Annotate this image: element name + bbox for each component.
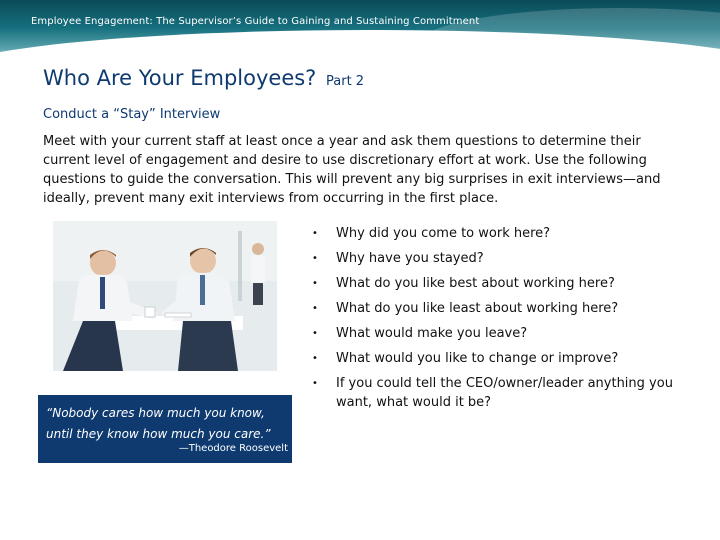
intro-paragraph: Meet with your current staff at least once a year and ask them questions to determine their current level of engagement and desire to use discretionary effort at work. Use the following questions to guide the conversation. This will prevent any big surprises in exit interviews—and ideally, prevent many exit interviews from occurring in the first place. [43,134,661,206]
bullet-icon: • [312,278,318,289]
bullet-icon: • [312,353,318,364]
page-title-text: Who Are Your Employees? [43,66,317,90]
list-item [312,224,692,243]
bullet-icon: • [312,228,318,239]
list-item [312,274,692,293]
list-item [312,349,692,368]
header-band [0,0,720,70]
page-title-part: Part 2 [326,74,365,89]
bullet-icon: • [312,378,318,389]
quote-text: “Nobody cares how much you know, until they know how much you care.” [46,406,271,441]
question-text: Why have you stayed? [336,251,484,266]
bullet-icon: • [312,253,318,264]
question-text: What do you like best about working here? [336,276,615,291]
question-text: What do you like least about working here? [336,301,619,316]
question-text: Why did you come to work here? [336,226,551,241]
list-item [312,299,692,318]
bullet-icon: • [312,328,318,339]
interview-illustration [53,221,277,371]
list-item [312,374,692,412]
quote-attribution: —Theodore Roosevelt [178,443,288,454]
list-item [312,324,692,343]
bullet-icon: • [312,303,318,314]
page-title [43,66,364,90]
question-list [312,224,692,418]
question-text: If you could tell the CEO/owner/leader anything you want, what would it be? [336,376,673,410]
quote-box [38,395,292,463]
question-text: What would make you leave? [336,326,528,341]
question-text: What would you like to change or improve? [336,351,619,366]
section-heading: Conduct a “Stay” Interview [43,107,221,122]
header-title: Employee Engagement: The Supervisor’s Guide to Gaining and Sustaining Commitment [31,16,480,27]
interview-photo [53,221,277,371]
list-item [312,249,692,268]
